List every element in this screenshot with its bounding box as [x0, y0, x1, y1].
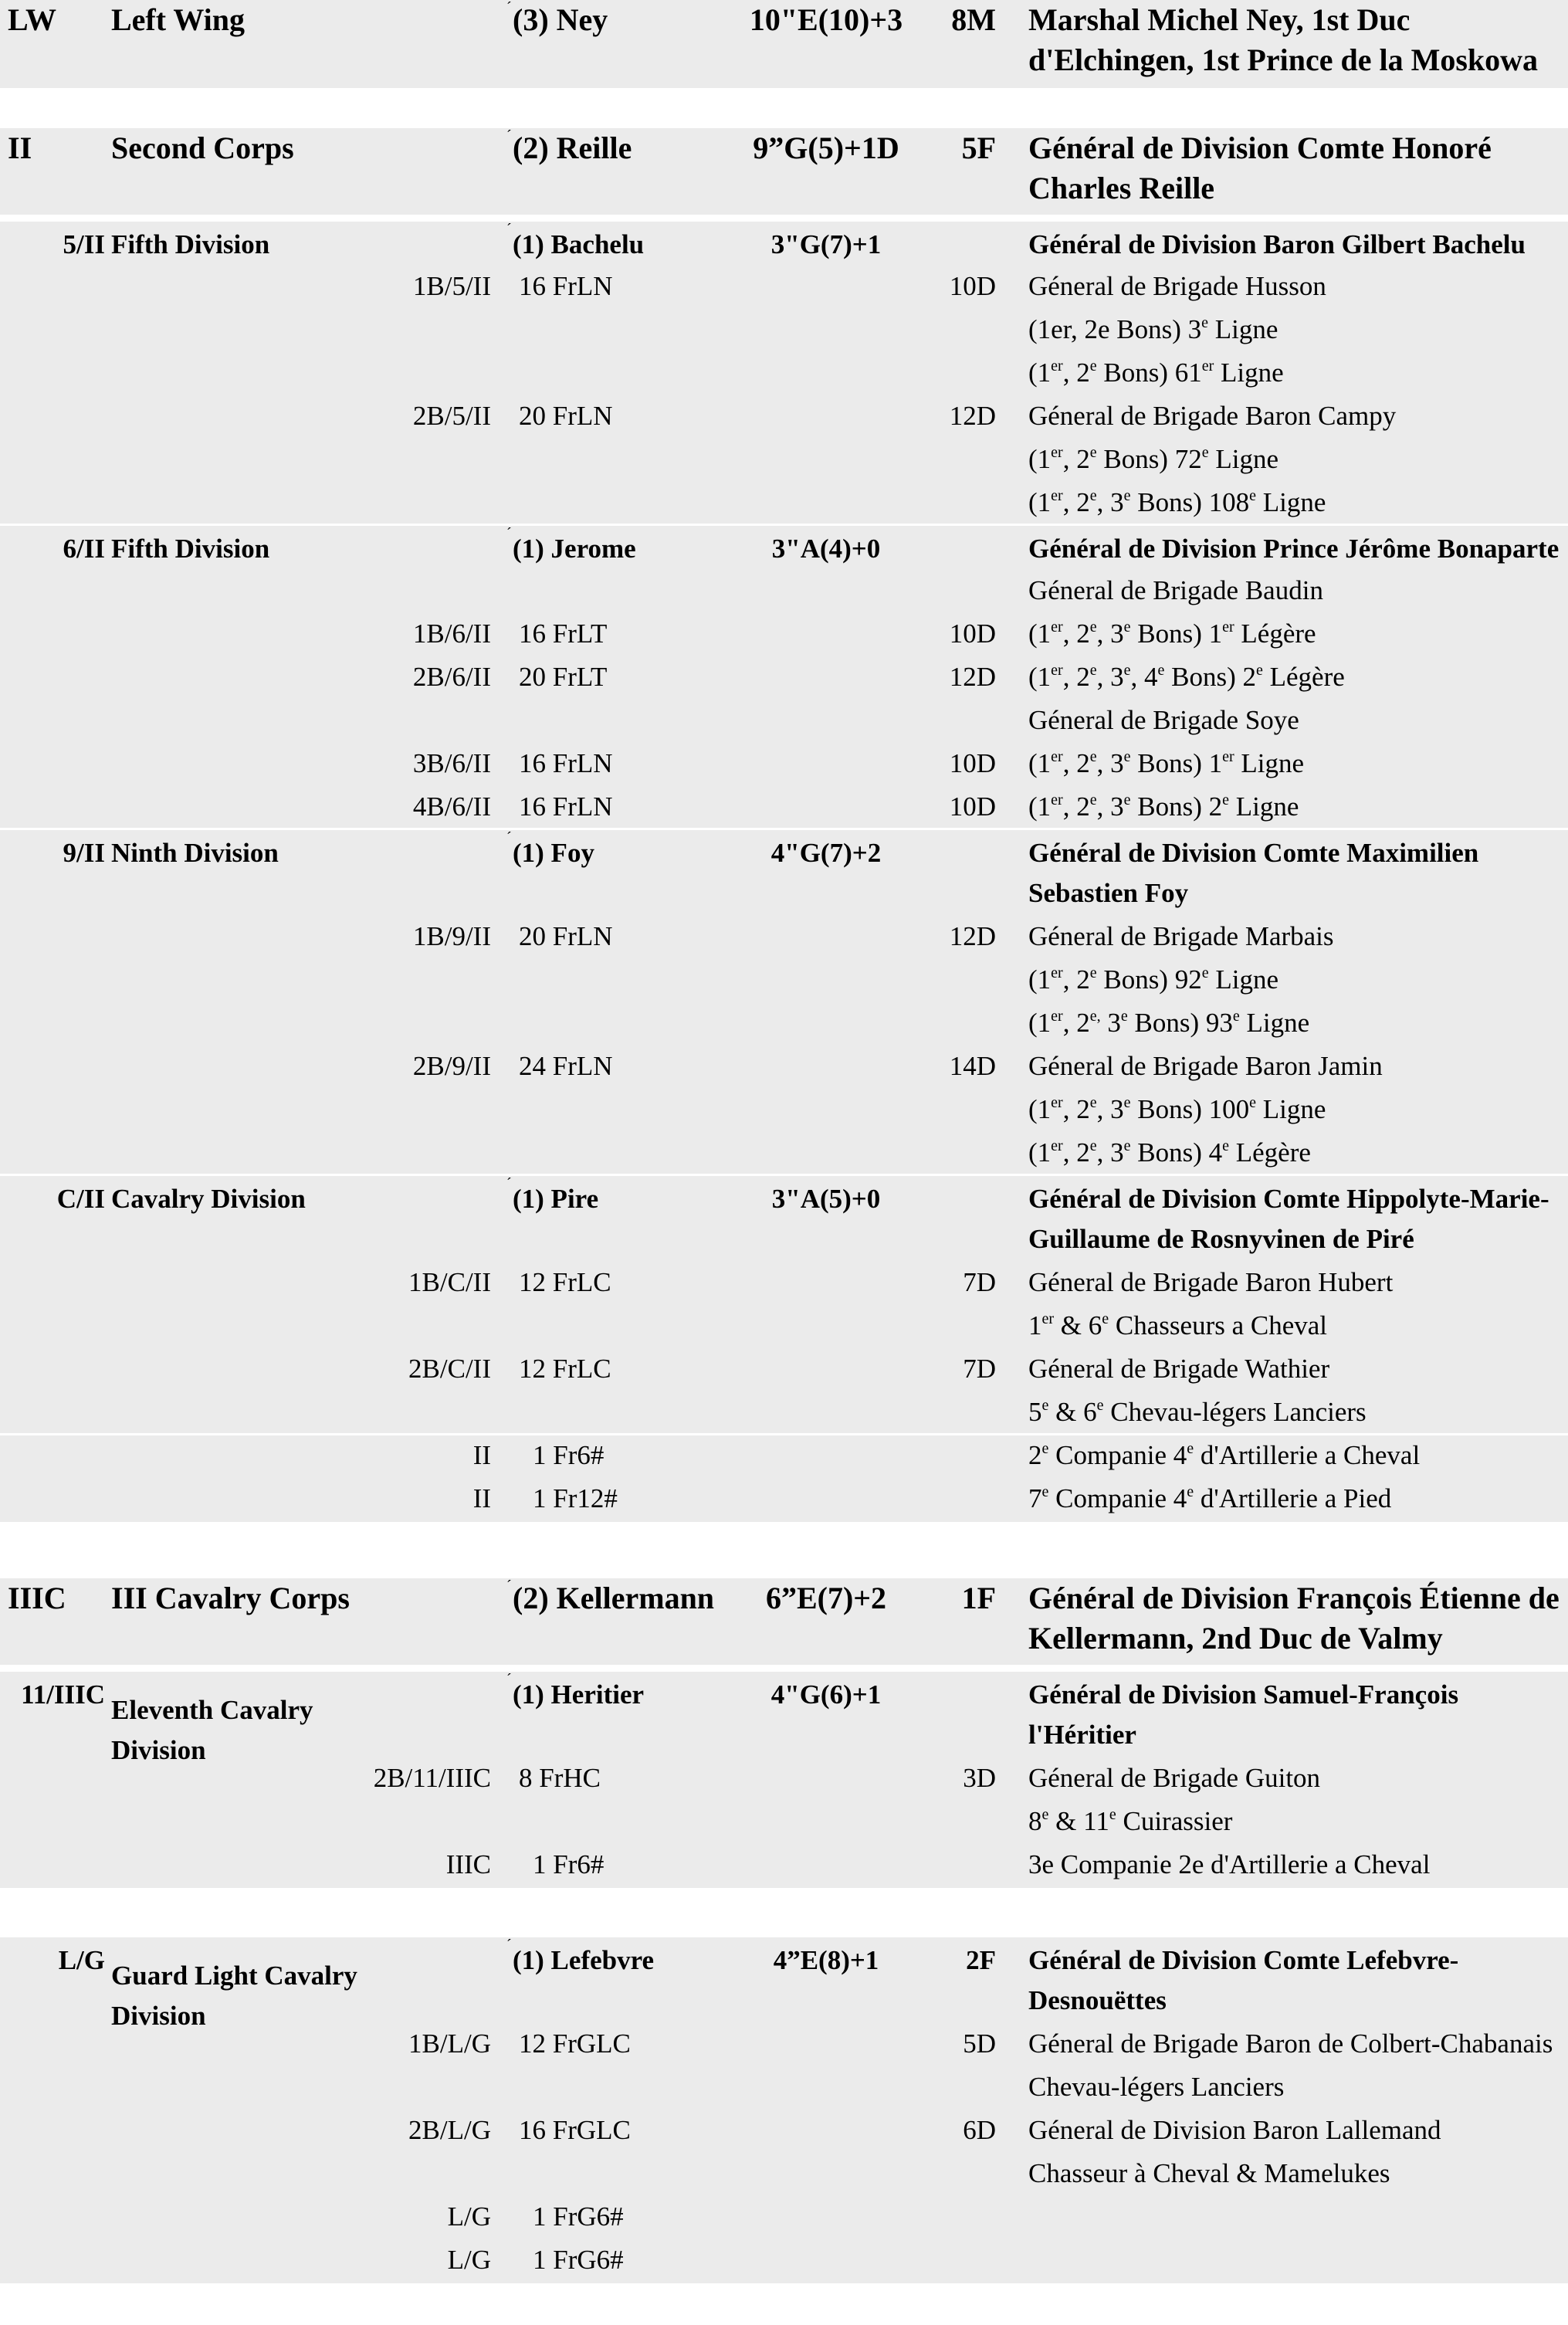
- unit-strength: 12 FrLC: [519, 1354, 611, 1384]
- tick-mark: ´: [506, 829, 512, 846]
- division-name: Eleventh Cavalry Division: [111, 1695, 313, 1765]
- unit-description: Chevau-légers Lanciers: [1028, 2072, 1285, 2102]
- rating: 6”E(7)+2: [765, 1581, 887, 1615]
- unit-code: IIIC: [8, 1581, 66, 1615]
- unit-id: 1B/L/G: [408, 2028, 491, 2059]
- unit-description: (1er, 2e Bons) 72e Ligne: [1028, 444, 1278, 474]
- commander-full-name: Marshal Michel Ney, 1st Duc d'Elchingen, 1st Prince de la Moskowa: [1028, 2, 1539, 77]
- unit-description: (1er, 2e, 3e, 4e Bons) 2e Légère: [1028, 662, 1345, 692]
- unit-id: 2B/6/II: [412, 662, 491, 692]
- unit-value: 12D: [949, 921, 996, 951]
- tick-mark: ´: [506, 1175, 512, 1192]
- unit-description: Géneral de Brigade Guiton: [1028, 1763, 1321, 1793]
- division-code: 11/IIIC: [21, 1679, 105, 1710]
- unit-id: 1B/9/II: [412, 921, 491, 951]
- unit-description: Géneral de Brigade Baron Hubert: [1028, 1267, 1394, 1297]
- unit-id: 1B/C/II: [408, 1267, 491, 1297]
- unit-description: Géneral de Brigade Marbais: [1028, 921, 1334, 951]
- commander-full-name: Général de Division Prince Jérôme Bonaparte: [1028, 534, 1560, 564]
- commander: (3) Ney: [513, 2, 608, 37]
- unit-value: 7D: [963, 1354, 996, 1384]
- division-block: [0, 219, 1568, 526]
- commander: (1) Lefebvre: [513, 1945, 655, 1975]
- division-block: [0, 1669, 1568, 1888]
- division-code: 6/II: [63, 534, 105, 564]
- unit-id: L/G: [447, 2201, 491, 2232]
- commander-full-name: Général de Division Samuel-François l'Héritier: [1028, 1679, 1459, 1750]
- unit-description: (1er, 2e, 3e Bons) 4e Légère: [1028, 1137, 1311, 1168]
- tick-mark: ´: [506, 525, 512, 542]
- unit-id: 2B/5/II: [412, 401, 491, 431]
- division-code: L/G: [58, 1945, 105, 1975]
- unit-code: LW: [8, 2, 57, 37]
- unit-id: 3B/6/II: [412, 748, 491, 778]
- rating: 3"A(4)+0: [771, 534, 881, 564]
- unit-description: (1er, 2e, 3e Bons) 1er Ligne: [1028, 748, 1305, 778]
- commander: (1) Foy: [513, 838, 594, 868]
- division-block: [0, 1433, 1568, 1522]
- rating: 4”E(8)+1: [773, 1945, 879, 1975]
- commander-full-name: Général de Division Comte Maximilien Sebastien Foy: [1028, 838, 1479, 908]
- division-name: Cavalry Division: [111, 1184, 306, 1214]
- unit-description: (1er, 2e Bons) 92e Ligne: [1028, 964, 1278, 995]
- unit-id: 1B/5/II: [412, 271, 491, 301]
- unit-strength: 16 FrLT: [519, 619, 608, 649]
- unit-id: L/G: [447, 2245, 491, 2275]
- unit-strength: 8 FrHC: [519, 1763, 601, 1793]
- division-block: [0, 524, 1568, 830]
- unit-description: Géneral de Brigade Wathier: [1028, 1354, 1330, 1384]
- unit-description: (1er, 2e, 3e Bons) 2e Ligne: [1028, 791, 1299, 822]
- unit-description: Géneral de Brigade Baron de Colbert-Chabanais: [1028, 2028, 1553, 2059]
- command-value: 2F: [966, 1945, 996, 1975]
- unit-value: 10D: [949, 271, 996, 301]
- division-name: Fifth Division: [111, 229, 270, 259]
- division-name: Fifth Division: [111, 534, 270, 564]
- commander-full-name: Général de Division François Étienne de Kellermann, 2nd Duc de Valmy: [1028, 1581, 1560, 1656]
- unit-name: Second Corps: [111, 130, 294, 165]
- unit-description: Géneral de Brigade Soye: [1028, 705, 1299, 735]
- unit-id: 2B/11/IIIC: [373, 1763, 491, 1793]
- division-code: 5/II: [63, 229, 105, 259]
- unit-description: Chasseur à Cheval & Mamelukes: [1028, 2158, 1390, 2188]
- unit-description: (1er, 2e, 3e Bons) 108e Ligne: [1028, 487, 1326, 517]
- division-block: [0, 1935, 1568, 2283]
- unit-description: 8e & 11e Cuirassier: [1028, 1806, 1233, 1836]
- unit-name: Left Wing: [111, 2, 245, 37]
- tick-mark: ´: [506, 1578, 512, 1595]
- unit-strength: 24 FrLN: [519, 1051, 613, 1081]
- commander-full-name: Général de Division Comte Honoré Charles Reille: [1028, 130, 1492, 205]
- unit-id: 4B/6/II: [412, 791, 491, 822]
- unit-value: 10D: [949, 619, 996, 649]
- tick-mark: ´: [506, 0, 512, 16]
- unit-strength: 20 FrLN: [519, 921, 613, 951]
- unit-description: (1er, 2e Bons) 3e Ligne: [1028, 314, 1278, 344]
- unit-strength: 1 FrG6#: [533, 2245, 624, 2275]
- unit-description: (1er, 2e Bons) 61er Ligne: [1028, 358, 1284, 388]
- unit-strength: 1 FrG6#: [533, 2201, 624, 2232]
- unit-description: Géneral de Brigade Husson: [1028, 271, 1326, 301]
- rating: 3"G(7)+1: [770, 229, 882, 259]
- commander-full-name: Général de Division Comte Lefebvre-Desnouëttes: [1028, 1945, 1459, 2015]
- corps-header: [0, 0, 1568, 88]
- unit-description: 2e Companie 4e d'Artillerie a Cheval: [1028, 1440, 1421, 1470]
- division-code: 9/II: [63, 838, 105, 868]
- unit-description: (1er, 2e, 3e Bons) 1er Légère: [1028, 619, 1316, 649]
- unit-value: 10D: [949, 791, 996, 822]
- unit-strength: 16 FrLN: [519, 748, 613, 778]
- unit-code: II: [8, 130, 32, 165]
- unit-description: 1er & 6e Chasseurs a Cheval: [1028, 1310, 1328, 1340]
- unit-description: Géneral de Division Baron Lallemand: [1028, 2115, 1441, 2145]
- unit-value: 14D: [949, 1051, 996, 1081]
- unit-description: (1er, 2e, 3e Bons) 100e Ligne: [1028, 1094, 1326, 1124]
- unit-id: 2B/C/II: [408, 1354, 491, 1384]
- unit-id: IIIC: [445, 1849, 491, 1879]
- commander: (1) Pire: [513, 1184, 599, 1214]
- commander-full-name: Général de Division Baron Gilbert Bachelu: [1028, 229, 1526, 259]
- unit-description: 5e & 6e Chevau-légers Lanciers: [1028, 1397, 1366, 1427]
- division-code: C/II: [56, 1184, 105, 1214]
- unit-description: 7e Companie 4e d'Artillerie a Pied: [1028, 1483, 1392, 1513]
- division-name: Ninth Division: [111, 838, 279, 868]
- command-value: 5F: [961, 130, 996, 165]
- unit-description: Géneral de Brigade Baudin: [1028, 575, 1323, 605]
- division-block: [0, 1174, 1568, 1435]
- rating: 4"G(6)+1: [770, 1679, 882, 1710]
- unit-id: 1B/6/II: [412, 619, 491, 649]
- rating: 10"E(10)+3: [749, 2, 903, 37]
- unit-strength: 20 FrLT: [519, 662, 608, 692]
- unit-value: 3D: [963, 1763, 996, 1793]
- unit-id: 2B/L/G: [408, 2115, 491, 2145]
- tick-mark: ´: [506, 1937, 512, 1954]
- command-value: 8M: [951, 2, 996, 37]
- unit-value: 10D: [949, 748, 996, 778]
- unit-name: III Cavalry Corps: [111, 1581, 350, 1615]
- division-name: Guard Light Cavalry Division: [111, 1961, 357, 2031]
- unit-strength: 1 Fr6#: [533, 1440, 605, 1470]
- commander: (1) Jerome: [513, 534, 636, 564]
- unit-description: Géneral de Brigade Baron Campy: [1028, 401, 1397, 431]
- rating: 4"G(7)+2: [770, 838, 882, 868]
- corps-header: [0, 128, 1568, 215]
- tick-mark: ´: [506, 127, 512, 144]
- commander-full-name: Général de Division Comte Hippolyte-Marie-Guillaume de Rosnyvinen de Piré: [1028, 1184, 1549, 1254]
- unit-description: 3e Companie 2e d'Artillerie a Cheval: [1028, 1849, 1431, 1879]
- division-block: [0, 828, 1568, 1176]
- unit-value: 7D: [963, 1267, 996, 1297]
- commander: (1) Bachelu: [513, 229, 645, 259]
- unit-id: 2B/9/II: [412, 1051, 491, 1081]
- unit-strength: 20 FrLN: [519, 401, 613, 431]
- unit-strength: 1 Fr12#: [533, 1483, 618, 1513]
- commander: (1) Heritier: [513, 1679, 645, 1710]
- unit-strength: 16 FrGLC: [519, 2115, 631, 2145]
- commander: (2) Reille: [513, 130, 632, 165]
- unit-strength: 16 FrLN: [519, 271, 613, 301]
- tick-mark: ´: [506, 221, 512, 238]
- unit-value: 12D: [949, 401, 996, 431]
- unit-strength: 16 FrLN: [519, 791, 613, 822]
- unit-description: (1er, $2^{e,}$ 3e Bons) 93e Ligne: [1028, 1008, 1310, 1038]
- unit-description: Géneral de Brigade Baron Jamin: [1028, 1051, 1383, 1081]
- corps-header: [0, 1578, 1568, 1665]
- unit-id: II: [472, 1440, 491, 1470]
- command-value: 1F: [961, 1581, 996, 1615]
- rating: 3"A(5)+0: [771, 1184, 881, 1214]
- rating: 9”G(5)+1D: [753, 130, 899, 165]
- tick-mark: ´: [506, 1671, 512, 1688]
- unit-value: 12D: [949, 662, 996, 692]
- unit-strength: 1 Fr6#: [533, 1849, 605, 1879]
- unit-value: 5D: [963, 2028, 996, 2059]
- unit-value: 6D: [963, 2115, 996, 2145]
- unit-strength: 12 FrGLC: [519, 2028, 631, 2059]
- unit-id: II: [472, 1483, 491, 1513]
- unit-strength: 12 FrLC: [519, 1267, 611, 1297]
- commander: (2) Kellermann: [513, 1581, 715, 1615]
